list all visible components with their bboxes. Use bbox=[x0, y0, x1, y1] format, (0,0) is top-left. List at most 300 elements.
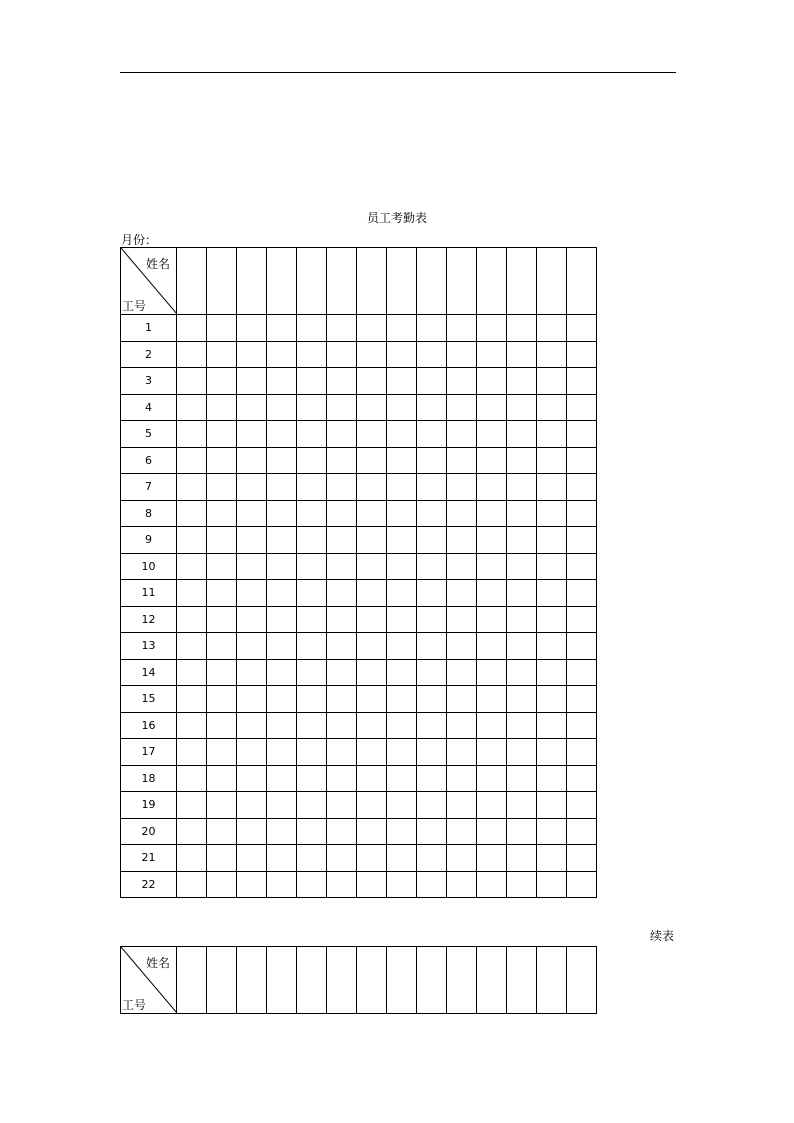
attendance-cell[interactable] bbox=[327, 315, 357, 342]
attendance-cell[interactable] bbox=[477, 394, 507, 421]
attendance-cell[interactable] bbox=[387, 765, 417, 792]
attendance-cell[interactable] bbox=[297, 474, 327, 501]
attendance-cell[interactable] bbox=[267, 765, 297, 792]
attendance-cell[interactable] bbox=[477, 739, 507, 766]
attendance-cell[interactable] bbox=[567, 871, 597, 898]
attendance-cell[interactable] bbox=[297, 792, 327, 819]
attendance-cell[interactable] bbox=[417, 686, 447, 713]
attendance-cell[interactable] bbox=[327, 474, 357, 501]
attendance-cell[interactable] bbox=[417, 394, 447, 421]
attendance-cell[interactable] bbox=[417, 421, 447, 448]
attendance-cell[interactable] bbox=[477, 368, 507, 395]
attendance-cell[interactable] bbox=[207, 580, 237, 607]
attendance-cell[interactable] bbox=[477, 580, 507, 607]
attendance-cell[interactable] bbox=[507, 818, 537, 845]
attendance-cell[interactable] bbox=[297, 818, 327, 845]
attendance-cell[interactable] bbox=[177, 474, 207, 501]
attendance-cell[interactable] bbox=[357, 633, 387, 660]
attendance-cell[interactable] bbox=[537, 659, 567, 686]
attendance-cell[interactable] bbox=[207, 845, 237, 872]
attendance-cell[interactable] bbox=[207, 686, 237, 713]
attendance-cell[interactable] bbox=[537, 686, 567, 713]
attendance-cell[interactable] bbox=[177, 341, 207, 368]
attendance-cell[interactable] bbox=[237, 712, 267, 739]
attendance-cell[interactable] bbox=[507, 712, 537, 739]
attendance-cell[interactable] bbox=[207, 368, 237, 395]
attendance-cell[interactable] bbox=[327, 553, 357, 580]
attendance-cell[interactable] bbox=[297, 739, 327, 766]
attendance-cell[interactable] bbox=[567, 659, 597, 686]
attendance-cell[interactable] bbox=[477, 659, 507, 686]
attendance-cell[interactable] bbox=[267, 315, 297, 342]
attendance-cell[interactable] bbox=[327, 394, 357, 421]
attendance-cell[interactable] bbox=[297, 659, 327, 686]
name-header-cell[interactable] bbox=[567, 248, 597, 315]
attendance-cell[interactable] bbox=[537, 580, 567, 607]
attendance-cell[interactable] bbox=[507, 686, 537, 713]
attendance-cell[interactable] bbox=[477, 606, 507, 633]
attendance-cell[interactable] bbox=[207, 633, 237, 660]
attendance-cell[interactable] bbox=[207, 606, 237, 633]
attendance-cell[interactable] bbox=[327, 341, 357, 368]
attendance-cell[interactable] bbox=[267, 659, 297, 686]
attendance-cell[interactable] bbox=[567, 686, 597, 713]
attendance-cell[interactable] bbox=[477, 341, 507, 368]
attendance-cell[interactable] bbox=[477, 818, 507, 845]
attendance-cell[interactable] bbox=[417, 633, 447, 660]
attendance-cell[interactable] bbox=[237, 341, 267, 368]
attendance-cell[interactable] bbox=[447, 341, 477, 368]
attendance-cell[interactable] bbox=[237, 315, 267, 342]
attendance-cell[interactable] bbox=[237, 421, 267, 448]
attendance-cell[interactable] bbox=[267, 580, 297, 607]
attendance-cell[interactable] bbox=[567, 606, 597, 633]
attendance-cell[interactable] bbox=[267, 739, 297, 766]
attendance-cell[interactable] bbox=[417, 845, 447, 872]
attendance-cell[interactable] bbox=[207, 315, 237, 342]
name-header-cell[interactable] bbox=[387, 947, 417, 1014]
attendance-cell[interactable] bbox=[567, 712, 597, 739]
attendance-cell[interactable] bbox=[237, 474, 267, 501]
attendance-cell[interactable] bbox=[507, 315, 537, 342]
attendance-cell[interactable] bbox=[297, 686, 327, 713]
attendance-cell[interactable] bbox=[357, 447, 387, 474]
attendance-cell[interactable] bbox=[417, 606, 447, 633]
attendance-cell[interactable] bbox=[297, 553, 327, 580]
attendance-cell[interactable] bbox=[387, 341, 417, 368]
attendance-cell[interactable] bbox=[357, 818, 387, 845]
attendance-cell[interactable] bbox=[297, 606, 327, 633]
name-header-cell[interactable] bbox=[177, 248, 207, 315]
attendance-cell[interactable] bbox=[387, 871, 417, 898]
attendance-cell[interactable] bbox=[477, 712, 507, 739]
attendance-cell[interactable] bbox=[447, 818, 477, 845]
attendance-cell[interactable] bbox=[327, 633, 357, 660]
attendance-cell[interactable] bbox=[237, 686, 267, 713]
attendance-cell[interactable] bbox=[417, 553, 447, 580]
attendance-cell[interactable] bbox=[297, 421, 327, 448]
attendance-cell[interactable] bbox=[357, 368, 387, 395]
attendance-cell[interactable] bbox=[537, 474, 567, 501]
attendance-cell[interactable] bbox=[507, 765, 537, 792]
attendance-cell[interactable] bbox=[507, 474, 537, 501]
attendance-cell[interactable] bbox=[417, 765, 447, 792]
attendance-cell[interactable] bbox=[537, 792, 567, 819]
attendance-cell[interactable] bbox=[267, 633, 297, 660]
attendance-cell[interactable] bbox=[177, 315, 207, 342]
attendance-cell[interactable] bbox=[567, 341, 597, 368]
attendance-cell[interactable] bbox=[417, 341, 447, 368]
attendance-cell[interactable] bbox=[237, 580, 267, 607]
attendance-cell[interactable] bbox=[267, 368, 297, 395]
name-header-cell[interactable] bbox=[297, 947, 327, 1014]
name-header-cell[interactable] bbox=[417, 248, 447, 315]
attendance-cell[interactable] bbox=[417, 527, 447, 554]
attendance-cell[interactable] bbox=[297, 341, 327, 368]
attendance-cell[interactable] bbox=[327, 606, 357, 633]
attendance-cell[interactable] bbox=[297, 633, 327, 660]
attendance-cell[interactable] bbox=[537, 341, 567, 368]
attendance-cell[interactable] bbox=[267, 500, 297, 527]
attendance-cell[interactable] bbox=[447, 421, 477, 448]
attendance-cell[interactable] bbox=[447, 686, 477, 713]
attendance-cell[interactable] bbox=[477, 315, 507, 342]
attendance-cell[interactable] bbox=[357, 686, 387, 713]
attendance-cell[interactable] bbox=[297, 871, 327, 898]
attendance-cell[interactable] bbox=[207, 792, 237, 819]
attendance-cell[interactable] bbox=[267, 712, 297, 739]
attendance-cell[interactable] bbox=[387, 421, 417, 448]
attendance-cell[interactable] bbox=[177, 368, 207, 395]
attendance-cell[interactable] bbox=[417, 792, 447, 819]
attendance-cell[interactable] bbox=[357, 500, 387, 527]
attendance-cell[interactable] bbox=[297, 765, 327, 792]
attendance-cell[interactable] bbox=[387, 686, 417, 713]
attendance-cell[interactable] bbox=[207, 447, 237, 474]
attendance-cell[interactable] bbox=[177, 659, 207, 686]
attendance-cell[interactable] bbox=[267, 421, 297, 448]
attendance-cell[interactable] bbox=[387, 368, 417, 395]
attendance-cell[interactable] bbox=[237, 792, 267, 819]
attendance-cell[interactable] bbox=[237, 871, 267, 898]
attendance-cell[interactable] bbox=[387, 739, 417, 766]
attendance-cell[interactable] bbox=[237, 606, 267, 633]
attendance-cell[interactable] bbox=[417, 659, 447, 686]
attendance-cell[interactable] bbox=[417, 871, 447, 898]
attendance-cell[interactable] bbox=[537, 818, 567, 845]
attendance-cell[interactable] bbox=[477, 500, 507, 527]
attendance-cell[interactable] bbox=[567, 447, 597, 474]
attendance-cell[interactable] bbox=[447, 394, 477, 421]
attendance-cell[interactable] bbox=[237, 739, 267, 766]
attendance-cell[interactable] bbox=[417, 368, 447, 395]
attendance-cell[interactable] bbox=[327, 368, 357, 395]
attendance-cell[interactable] bbox=[267, 394, 297, 421]
attendance-cell[interactable] bbox=[477, 792, 507, 819]
name-header-cell[interactable] bbox=[267, 947, 297, 1014]
attendance-cell[interactable] bbox=[327, 686, 357, 713]
attendance-cell[interactable] bbox=[477, 845, 507, 872]
attendance-cell[interactable] bbox=[447, 447, 477, 474]
attendance-cell[interactable] bbox=[567, 818, 597, 845]
attendance-cell[interactable] bbox=[267, 341, 297, 368]
attendance-cell[interactable] bbox=[177, 765, 207, 792]
attendance-cell[interactable] bbox=[387, 633, 417, 660]
attendance-cell[interactable] bbox=[357, 394, 387, 421]
attendance-cell[interactable] bbox=[237, 765, 267, 792]
attendance-cell[interactable] bbox=[537, 527, 567, 554]
name-header-cell[interactable] bbox=[237, 947, 267, 1014]
attendance-cell[interactable] bbox=[507, 447, 537, 474]
attendance-cell[interactable] bbox=[177, 394, 207, 421]
attendance-cell[interactable] bbox=[177, 845, 207, 872]
attendance-cell[interactable] bbox=[357, 341, 387, 368]
attendance-cell[interactable] bbox=[447, 315, 477, 342]
attendance-cell[interactable] bbox=[267, 686, 297, 713]
attendance-cell[interactable] bbox=[327, 659, 357, 686]
name-header-cell[interactable] bbox=[447, 947, 477, 1014]
attendance-cell[interactable] bbox=[267, 527, 297, 554]
attendance-cell[interactable] bbox=[207, 341, 237, 368]
attendance-cell[interactable] bbox=[177, 527, 207, 554]
attendance-cell[interactable] bbox=[537, 394, 567, 421]
attendance-cell[interactable] bbox=[327, 739, 357, 766]
attendance-cell[interactable] bbox=[447, 500, 477, 527]
name-header-cell[interactable] bbox=[207, 248, 237, 315]
name-header-cell[interactable] bbox=[327, 248, 357, 315]
attendance-cell[interactable] bbox=[177, 792, 207, 819]
attendance-cell[interactable] bbox=[177, 686, 207, 713]
attendance-cell[interactable] bbox=[567, 421, 597, 448]
attendance-cell[interactable] bbox=[447, 474, 477, 501]
attendance-cell[interactable] bbox=[267, 871, 297, 898]
attendance-cell[interactable] bbox=[567, 845, 597, 872]
attendance-cell[interactable] bbox=[357, 739, 387, 766]
attendance-cell[interactable] bbox=[507, 792, 537, 819]
attendance-cell[interactable] bbox=[537, 845, 567, 872]
name-header-cell[interactable] bbox=[537, 947, 567, 1014]
attendance-cell[interactable] bbox=[567, 500, 597, 527]
attendance-cell[interactable] bbox=[267, 845, 297, 872]
attendance-cell[interactable] bbox=[387, 792, 417, 819]
attendance-cell[interactable] bbox=[357, 792, 387, 819]
attendance-cell[interactable] bbox=[297, 368, 327, 395]
attendance-cell[interactable] bbox=[297, 580, 327, 607]
attendance-cell[interactable] bbox=[237, 818, 267, 845]
attendance-cell[interactable] bbox=[417, 580, 447, 607]
attendance-cell[interactable] bbox=[387, 580, 417, 607]
attendance-cell[interactable] bbox=[447, 845, 477, 872]
attendance-cell[interactable] bbox=[177, 421, 207, 448]
attendance-cell[interactable] bbox=[537, 633, 567, 660]
name-header-cell[interactable] bbox=[477, 248, 507, 315]
attendance-cell[interactable] bbox=[447, 368, 477, 395]
attendance-cell[interactable] bbox=[177, 739, 207, 766]
attendance-cell[interactable] bbox=[567, 474, 597, 501]
attendance-cell[interactable] bbox=[327, 765, 357, 792]
attendance-cell[interactable] bbox=[507, 421, 537, 448]
attendance-cell[interactable] bbox=[327, 500, 357, 527]
attendance-cell[interactable] bbox=[177, 500, 207, 527]
attendance-cell[interactable] bbox=[537, 712, 567, 739]
attendance-cell[interactable] bbox=[237, 527, 267, 554]
attendance-cell[interactable] bbox=[387, 712, 417, 739]
attendance-cell[interactable] bbox=[387, 474, 417, 501]
name-header-cell[interactable] bbox=[267, 248, 297, 315]
attendance-cell[interactable] bbox=[537, 500, 567, 527]
attendance-cell[interactable] bbox=[387, 315, 417, 342]
attendance-cell[interactable] bbox=[567, 368, 597, 395]
attendance-cell[interactable] bbox=[417, 500, 447, 527]
attendance-cell[interactable] bbox=[537, 765, 567, 792]
attendance-cell[interactable] bbox=[417, 739, 447, 766]
attendance-cell[interactable] bbox=[327, 818, 357, 845]
attendance-cell[interactable] bbox=[567, 580, 597, 607]
attendance-cell[interactable] bbox=[537, 315, 567, 342]
attendance-cell[interactable] bbox=[237, 633, 267, 660]
attendance-cell[interactable] bbox=[507, 659, 537, 686]
attendance-cell[interactable] bbox=[567, 315, 597, 342]
attendance-cell[interactable] bbox=[177, 447, 207, 474]
attendance-cell[interactable] bbox=[177, 633, 207, 660]
attendance-cell[interactable] bbox=[207, 421, 237, 448]
attendance-cell[interactable] bbox=[297, 394, 327, 421]
attendance-cell[interactable] bbox=[327, 447, 357, 474]
attendance-cell[interactable] bbox=[387, 394, 417, 421]
attendance-cell[interactable] bbox=[447, 739, 477, 766]
attendance-cell[interactable] bbox=[507, 606, 537, 633]
attendance-cell[interactable] bbox=[477, 421, 507, 448]
attendance-cell[interactable] bbox=[477, 553, 507, 580]
attendance-cell[interactable] bbox=[177, 580, 207, 607]
attendance-cell[interactable] bbox=[447, 553, 477, 580]
attendance-cell[interactable] bbox=[567, 633, 597, 660]
attendance-cell[interactable] bbox=[447, 606, 477, 633]
attendance-cell[interactable] bbox=[327, 421, 357, 448]
attendance-cell[interactable] bbox=[387, 606, 417, 633]
name-header-cell[interactable] bbox=[567, 947, 597, 1014]
attendance-cell[interactable] bbox=[207, 394, 237, 421]
attendance-cell[interactable] bbox=[387, 845, 417, 872]
attendance-cell[interactable] bbox=[537, 739, 567, 766]
attendance-cell[interactable] bbox=[537, 368, 567, 395]
attendance-cell[interactable] bbox=[207, 500, 237, 527]
attendance-cell[interactable] bbox=[477, 527, 507, 554]
attendance-cell[interactable] bbox=[507, 845, 537, 872]
attendance-cell[interactable] bbox=[177, 871, 207, 898]
attendance-cell[interactable] bbox=[387, 447, 417, 474]
attendance-cell[interactable] bbox=[297, 712, 327, 739]
attendance-cell[interactable] bbox=[507, 553, 537, 580]
attendance-cell[interactable] bbox=[507, 527, 537, 554]
attendance-cell[interactable] bbox=[237, 500, 267, 527]
attendance-cell[interactable] bbox=[237, 659, 267, 686]
attendance-cell[interactable] bbox=[357, 845, 387, 872]
attendance-cell[interactable] bbox=[327, 580, 357, 607]
attendance-cell[interactable] bbox=[477, 686, 507, 713]
attendance-cell[interactable] bbox=[417, 474, 447, 501]
name-header-cell[interactable] bbox=[477, 947, 507, 1014]
attendance-cell[interactable] bbox=[387, 659, 417, 686]
attendance-cell[interactable] bbox=[537, 553, 567, 580]
attendance-cell[interactable] bbox=[477, 871, 507, 898]
attendance-cell[interactable] bbox=[507, 500, 537, 527]
attendance-cell[interactable] bbox=[567, 394, 597, 421]
attendance-cell[interactable] bbox=[357, 315, 387, 342]
name-header-cell[interactable] bbox=[537, 248, 567, 315]
attendance-cell[interactable] bbox=[447, 765, 477, 792]
attendance-cell[interactable] bbox=[327, 712, 357, 739]
attendance-cell[interactable] bbox=[567, 553, 597, 580]
attendance-cell[interactable] bbox=[387, 553, 417, 580]
attendance-cell[interactable] bbox=[537, 421, 567, 448]
attendance-cell[interactable] bbox=[267, 553, 297, 580]
attendance-cell[interactable] bbox=[447, 633, 477, 660]
attendance-cell[interactable] bbox=[417, 447, 447, 474]
name-header-cell[interactable] bbox=[507, 248, 537, 315]
attendance-cell[interactable] bbox=[267, 474, 297, 501]
attendance-cell[interactable] bbox=[357, 580, 387, 607]
attendance-cell[interactable] bbox=[447, 712, 477, 739]
attendance-cell[interactable] bbox=[207, 739, 237, 766]
attendance-cell[interactable] bbox=[507, 871, 537, 898]
attendance-cell[interactable] bbox=[177, 553, 207, 580]
attendance-cell[interactable] bbox=[357, 527, 387, 554]
attendance-cell[interactable] bbox=[357, 474, 387, 501]
name-header-cell[interactable] bbox=[207, 947, 237, 1014]
attendance-cell[interactable] bbox=[507, 580, 537, 607]
attendance-cell[interactable] bbox=[507, 368, 537, 395]
attendance-cell[interactable] bbox=[267, 606, 297, 633]
attendance-cell[interactable] bbox=[207, 553, 237, 580]
attendance-cell[interactable] bbox=[357, 871, 387, 898]
attendance-cell[interactable] bbox=[417, 818, 447, 845]
attendance-cell[interactable] bbox=[327, 527, 357, 554]
attendance-cell[interactable] bbox=[357, 421, 387, 448]
name-header-cell[interactable] bbox=[357, 947, 387, 1014]
attendance-cell[interactable] bbox=[387, 818, 417, 845]
attendance-cell[interactable] bbox=[387, 500, 417, 527]
attendance-cell[interactable] bbox=[207, 765, 237, 792]
attendance-cell[interactable] bbox=[267, 447, 297, 474]
attendance-cell[interactable] bbox=[477, 765, 507, 792]
attendance-cell[interactable] bbox=[567, 739, 597, 766]
attendance-cell[interactable] bbox=[477, 447, 507, 474]
attendance-cell[interactable] bbox=[297, 845, 327, 872]
attendance-cell[interactable] bbox=[297, 315, 327, 342]
attendance-cell[interactable] bbox=[507, 394, 537, 421]
name-header-cell[interactable] bbox=[297, 248, 327, 315]
attendance-cell[interactable] bbox=[567, 792, 597, 819]
attendance-cell[interactable] bbox=[567, 765, 597, 792]
attendance-cell[interactable] bbox=[327, 792, 357, 819]
attendance-cell[interactable] bbox=[537, 447, 567, 474]
attendance-cell[interactable] bbox=[177, 818, 207, 845]
attendance-cell[interactable] bbox=[537, 871, 567, 898]
name-header-cell[interactable] bbox=[327, 947, 357, 1014]
attendance-cell[interactable] bbox=[177, 606, 207, 633]
name-header-cell[interactable] bbox=[357, 248, 387, 315]
name-header-cell[interactable] bbox=[177, 947, 207, 1014]
attendance-cell[interactable] bbox=[207, 818, 237, 845]
attendance-cell[interactable] bbox=[357, 553, 387, 580]
attendance-cell[interactable] bbox=[207, 871, 237, 898]
attendance-cell[interactable] bbox=[447, 792, 477, 819]
attendance-cell[interactable] bbox=[237, 553, 267, 580]
attendance-cell[interactable] bbox=[267, 818, 297, 845]
attendance-cell[interactable] bbox=[357, 712, 387, 739]
attendance-cell[interactable] bbox=[447, 527, 477, 554]
